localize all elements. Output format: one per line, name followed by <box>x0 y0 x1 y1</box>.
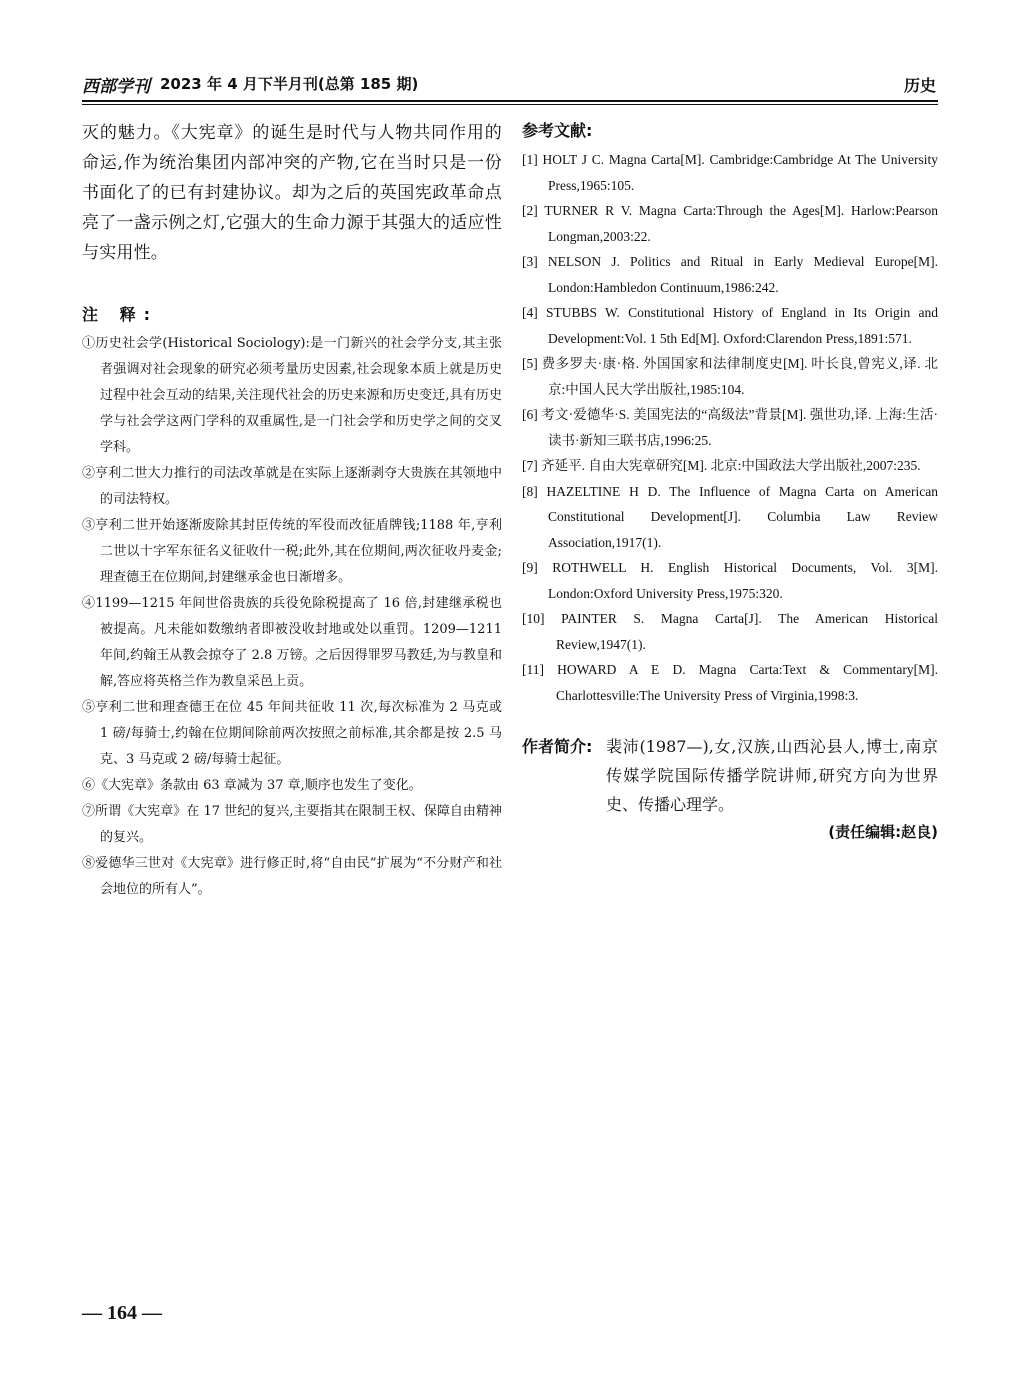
reference-item-11: [11] HOWARD A E D. Magna Carta:Text & Commentary[M]. Charlottesville:The University Press of Virginia,1998:3. <box>522 662 938 703</box>
note-item-3: ③亨利二世开始逐渐废除其封臣传统的军役而改征盾牌钱;1188 年,亨利二世以十字军东征名义征收什一税;此外,其在位期间,两次征收丹麦金;理查德王在位期间,封建继承金也日渐增多。 <box>82 518 502 585</box>
reference-item-4: [4] STUBBS W. Constitutional History of England in Its Origin and Development:Vol. 1 5th Ed[M]. Oxford:Clarendon Press,1891:571. <box>522 305 938 346</box>
journal-logo: 西部学刊 <box>82 77 150 97</box>
note-item-4: ④1199—1215 年间世俗贵族的兵役免除税提高了 16 倍,封建继承税也被提高。凡未能如数缴纳者即被没收封地或处以重罚。1209—1211 年间,约翰王从教会掠夺了 2.8 万镑。之后因得罪罗马教廷,为与教皇和解,答应将英格兰作为教皇采邑上贡。 <box>82 596 502 689</box>
note-item-1: ①历史社会学(Historical Sociology):是一门新兴的社会学分支,其主张者强调对社会现象的研究必须考量历史因素,社会现象本质上就是历史过程中社会互动的结果,关注现代社会的历史来源和历史变迁,具有历史学与社会学这两门学科的双重属性,是一门社会学和历史学之间的交叉学科。 <box>82 336 502 455</box>
author-bio-label: 作者简介: <box>522 737 593 756</box>
reference-item-5: [5] 费多罗夫·康·格. 外国国家和法律制度史[M]. 叶长良,曾宪义,译. 北京:中国人民大学出版社,1985:104. <box>522 356 938 397</box>
responsible-editor: (责任编辑:赵良) <box>828 823 938 841</box>
left-column <box>82 118 502 903</box>
note-item-6: ⑥《大宪章》条款由 63 章减为 37 章,顺序也发生了变化。 <box>82 778 422 793</box>
reference-item-3: [3] NELSON J. Politics and Ritual in Early Medieval Europe[M]. London:Hambledon Continuum,1986:242. <box>522 254 938 295</box>
references-heading: 参考文献: <box>522 121 593 140</box>
reference-item-6: [6] 考文·爱德华·S. 美国宪法的“高级法”背景[M]. 强世功,译. 上海:生活·读书·新知三联书店,1996:25. <box>522 407 938 448</box>
author-bio-text: 裴沛(1987—),女,汉族,山西沁县人,博士,南京传媒学院国际传播学院讲师,研究方向为世界史、传播心理学。 <box>606 737 938 814</box>
note-item-2: ②亨利二世大力推行的司法改革就是在实际上逐渐剥夺大贵族在其领地中的司法特权。 <box>82 466 502 507</box>
page-number: — 164 — <box>82 1302 162 1324</box>
reference-item-2: [2] TURNER R V. Magna Carta:Through the Ages[M]. Harlow:Pearson Longman,2003:22. <box>522 203 938 244</box>
note-item-7: ⑦所谓《大宪章》在 17 世纪的复兴,主要指其在限制王权、保障自由精神的复兴。 <box>82 804 502 845</box>
author-bio <box>522 732 938 819</box>
reference-item-9: [9] ROTHWELL H. English Historical Documents, Vol. 3[M]. London:Oxford University Press,1975:320. <box>522 560 938 601</box>
reference-item-1: [1] HOLT J C. Magna Carta[M]. Cambridge:Cambridge At The University Press,1965:105. <box>522 152 938 193</box>
notes-section <box>82 302 502 903</box>
header-rule <box>82 104 938 105</box>
notes-heading: 注 释: <box>82 305 158 324</box>
references-section <box>522 118 938 708</box>
reference-item-10: [10] PAINTER S. Magna Carta[J]. The American Historical Review,1947(1). <box>522 611 938 652</box>
reference-item-7: [7] 齐延平. 自由大宪章研究[M]. 北京:中国政法大学出版社,2007:235. <box>522 458 921 473</box>
issue-info: 2023 年 4 月下半月刊(总第 185 期) <box>160 75 419 93</box>
reference-item-8: [8] HAZELTINE H D. The Influence of Magna Carta on American Constitutional Development[J]. Columbia Law Review Association,1917(1). <box>522 483 938 550</box>
right-column <box>522 118 938 842</box>
body-paragraph: 灭的魅力。《大宪章》的诞生是时代与人物共同作用的命运,作为统治集团内部冲突的产物,它在当时只是一份书面化了的已有封建协议。却为之后的英国宪政革命点亮了一盏示例之灯,它强大的生命力源于其强大的适应性与实用性。 <box>82 123 502 263</box>
running-header <box>82 70 938 102</box>
body-text-block <box>82 118 502 268</box>
section-title: 历史 <box>903 76 936 95</box>
note-item-5: ⑤亨利二世和理查德王在位 45 年间共征收 11 次,每次标准为 2 马克或 1 磅/每骑士,约翰在位期间除前两次按照之前标准,其余都是按 2.5 马克、3 马克或 2 磅/每骑士起征。 <box>82 700 502 767</box>
note-item-8: ⑧爱德华三世对《大宪章》进行修正时,将“自由民”扩展为“不分财产和社会地位的所有人”。 <box>82 856 502 897</box>
